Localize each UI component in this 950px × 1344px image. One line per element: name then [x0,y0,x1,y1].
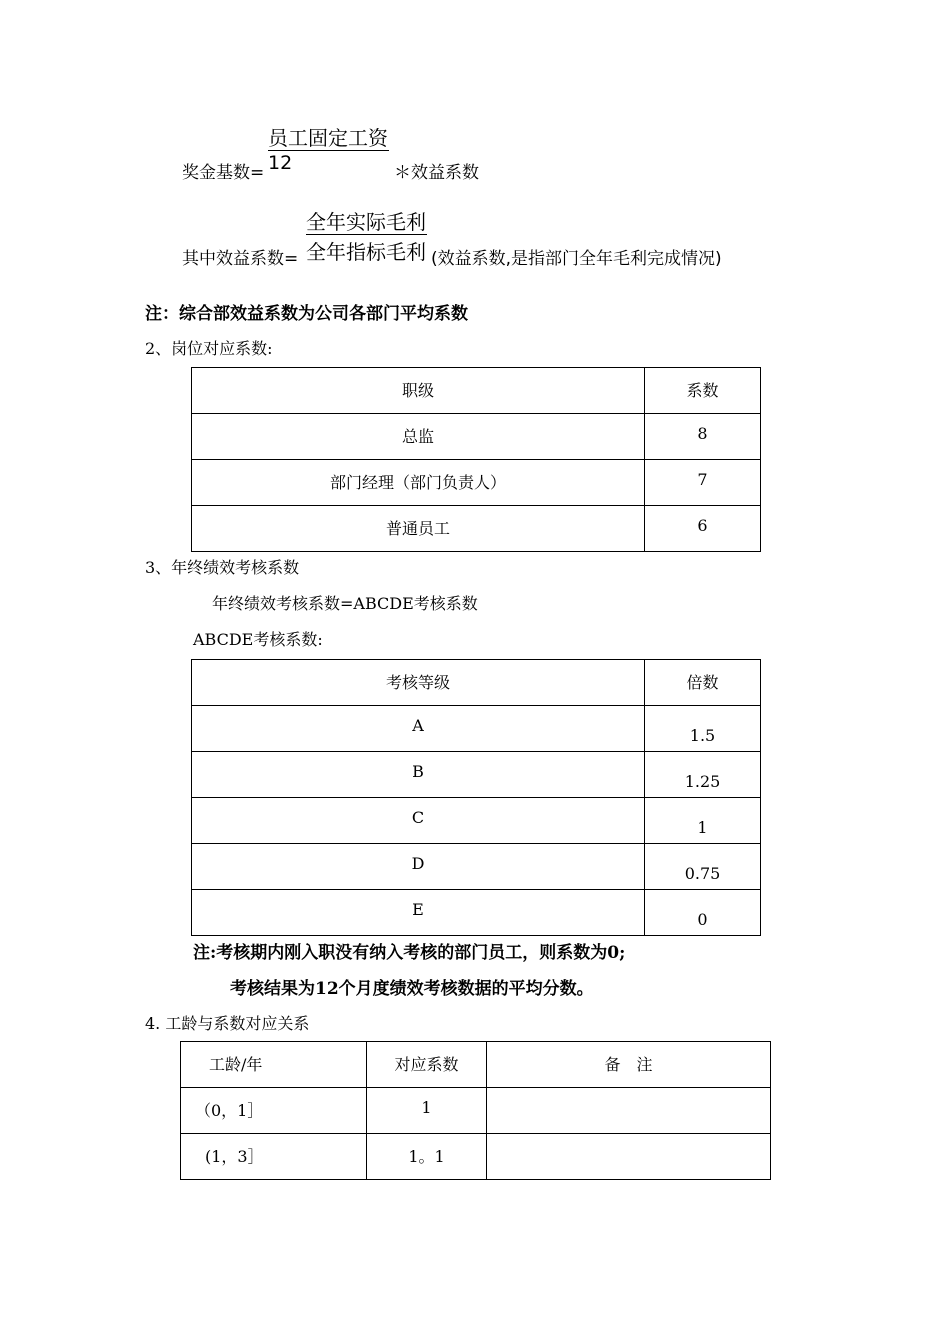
table-header: 工龄/年 [181,1042,367,1088]
section4-heading: 4. 工龄与系数对应关系 [145,1014,310,1033]
table-cell [487,1134,771,1180]
table-cell: 部门经理（部门负责人） [192,460,645,506]
position-coefficient-table [191,367,761,552]
table-cell: 0 [645,890,761,936]
section3-heading: 3、年终绩效考核系数 [145,558,300,577]
table-cell: 1.5 [645,706,761,752]
table-cell: （0，1］ [181,1088,367,1134]
table-header: 考核等级 [192,660,645,706]
table-cell: 1.25 [645,752,761,798]
table-header: 对应系数 [367,1042,487,1088]
formula2-note: (效益系数,是指部门全年毛利完成情况) [431,249,722,269]
table-header: 备 注 [487,1042,771,1088]
table-cell: C [192,798,645,844]
table-cell: E [192,890,645,936]
abcde-coefficient-table [191,659,761,936]
seniority-coefficient-table [180,1041,771,1180]
section3-formula: 年终绩效考核系数=ABCDE考核系数 [212,594,478,613]
formula1-denominator: 12 [268,152,293,174]
note-comprehensive-dept: 注：综合部效益系数为公司各部门平均系数 [145,304,468,324]
table-cell: 8 [645,414,761,460]
section3-subheading: ABCDE考核系数: [193,630,323,649]
formula1-rhs: ＊效益系数 [394,163,479,183]
formula1-fraction-bar [268,150,389,151]
section2-heading: 2、岗位对应系数: [145,339,273,358]
table-cell: 1 [367,1088,487,1134]
table-header: 系数 [645,368,761,414]
formula2-fraction-bar [306,234,427,235]
table-cell: (1，3］ [181,1134,367,1180]
table-cell: A [192,706,645,752]
formula2-numerator: 全年实际毛利 [306,210,426,234]
section3-note-b: 考核结果为12个月度绩效考核数据的平均分数。 [230,979,594,999]
table-cell: 6 [645,506,761,552]
table-cell: 1。1 [367,1134,487,1180]
table-cell: 1 [645,798,761,844]
formula1-lhs: 奖金基数= [182,163,265,183]
table-cell: B [192,752,645,798]
section3-note-a: 注:考核期内刚入职没有纳入考核的部门员工，则系数为0; [193,943,626,963]
table-cell: 普通员工 [192,506,645,552]
table-header: 职级 [192,368,645,414]
table-cell: 总监 [192,414,645,460]
table-header: 倍数 [645,660,761,706]
table-cell: 7 [645,460,761,506]
formula2-lhs: 其中效益系数= [182,249,299,269]
table-cell: D [192,844,645,890]
formula1-numerator: 员工固定工资 [268,126,388,150]
formula2-denominator: 全年指标毛利 [306,240,426,264]
table-cell [487,1088,771,1134]
table-cell: 0.75 [645,844,761,890]
